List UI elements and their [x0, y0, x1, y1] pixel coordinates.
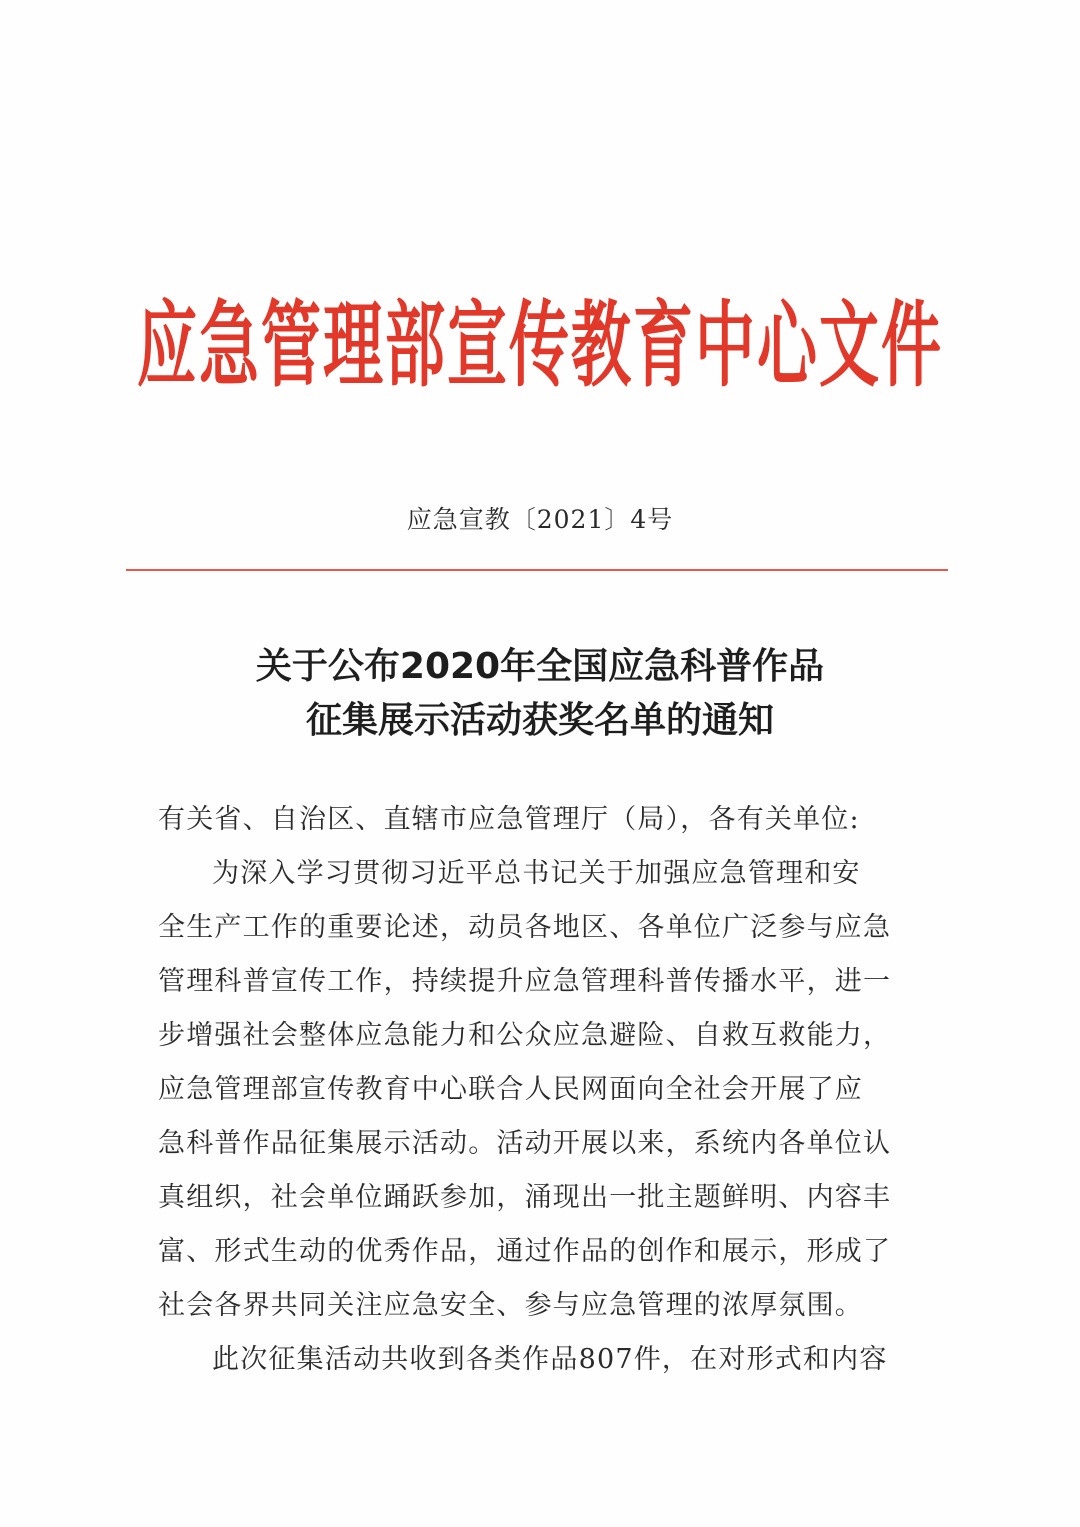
document-masthead: 应急管理部宣传教育中心文件	[137, 292, 943, 401]
paragraph-line: 富、形式生动的优秀作品，通过作品的创作和展示，形成了	[158, 1236, 892, 1267]
paragraph-line: 社会各界共同关注应急安全、参与应急管理的浓厚氛围。	[158, 1290, 863, 1321]
salutation: 有关省、自治区、直辖市应急管理厅（局），各有关单位:	[158, 804, 860, 835]
title-line: 征集展示活动获奖名单的通知	[305, 700, 774, 741]
paragraph-line: 应急管理部宣传教育中心联合人民网面向全社会开展了应	[158, 1074, 863, 1105]
paragraph-line: 为深入学习贯彻习近平总书记关于加强应急管理和安	[212, 858, 861, 889]
paragraph-line: 真组织，社会单位踊跃参加，涌现出一批主题鲜明、内容丰	[158, 1182, 892, 1213]
paragraph-line: 全生产工作的重要论述，动员各地区、各单位广泛参与应急	[158, 912, 892, 943]
document-body	[158, 793, 918, 1387]
title-line: 关于公布2020年全国应急科普作品	[255, 646, 825, 687]
document-number: 应急宣教〔2021〕4号	[406, 505, 674, 534]
paragraph-line: 急科普作品征集展示活动。活动开展以来，系统内各单位认	[158, 1128, 892, 1159]
paragraph-line: 管理科普宣传工作，持续提升应急管理科普传播水平，进一	[158, 966, 892, 997]
paragraph-line: 此次征集活动共收到各类作品807件，在对形式和内容	[212, 1344, 888, 1375]
document-title	[120, 640, 960, 748]
paragraph-line: 步增强社会整体应急能力和公众应急避险、自救互救能力，	[158, 1020, 892, 1051]
red-divider-rule	[126, 569, 948, 571]
